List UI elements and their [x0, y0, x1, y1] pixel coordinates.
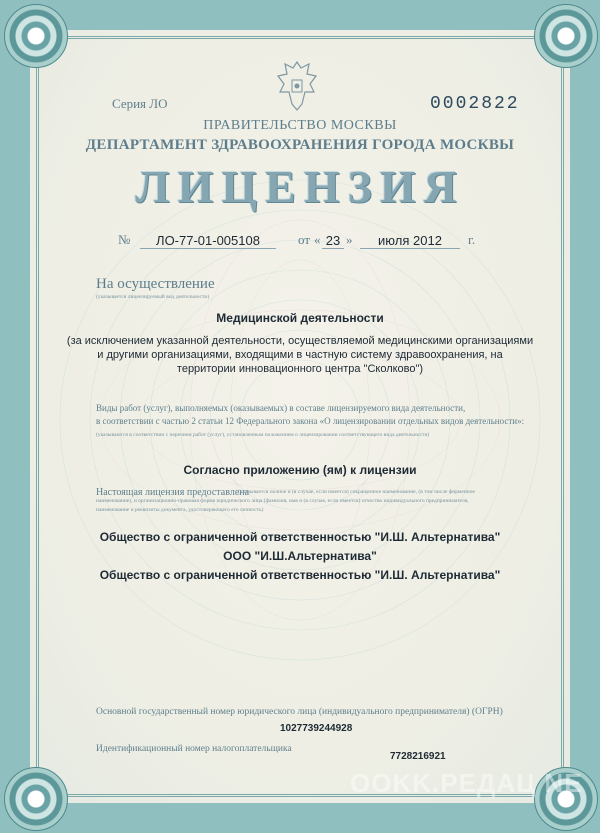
works-value: Согласно приложению (ям) к лицензии: [183, 463, 417, 477]
exception-line: территории инновационного центра "Сколково"): [176, 363, 424, 375]
inn-label: Идентификационный номер налогоплательщика: [96, 744, 292, 754]
license-month-year: июля 2012: [360, 233, 460, 249]
license-day: 23: [322, 233, 344, 249]
exception-line: и другими организациями, входящими в частную систему здравоохранения, на: [97, 349, 503, 361]
from-label: от: [298, 232, 311, 247]
holder-hint-line: наименование и реквизиты документа, удостоверяющего его личность): [96, 507, 264, 513]
open-quote: «: [314, 232, 321, 247]
license-number: ЛО-77-01-005108: [140, 233, 276, 249]
license-number-line: [118, 232, 130, 248]
document-title: ЛИЦЕНЗИЯ: [135, 161, 465, 212]
close-quote: »: [346, 232, 353, 247]
holder-full-name: Общество с ограниченной ответственностью "И.Ш. Альтернатива": [99, 530, 501, 544]
department-name: ДЕПАРТАМЕНТ ЗДРАВООХРАНЕНИЯ ГОРОДА МОСКВЫ: [85, 137, 515, 153]
holder-hint-line: (указывается полное и (в случае, если имеется) сокращенное наименование, (в том числе фирменное: [238, 489, 475, 495]
ogrn-label: Основной государственный номер юридического лица (индивидуального предпринимателя) (ОГРН): [96, 707, 503, 717]
activity-hint: (указывается лицензируемый вид деятельности): [96, 294, 210, 300]
corner-rosette-bottom-left: [4, 767, 68, 831]
corner-rosette-top-left: [4, 4, 68, 68]
series-label: Серия ЛО: [112, 96, 168, 111]
works-text: [96, 402, 536, 428]
works-hint: (указываются в соответствии с перечнем работ (услуг), установленным положением о лицензировании соответствующего вида деятельности): [96, 432, 430, 438]
activity-name: Медицинской деятельности: [216, 311, 384, 325]
holder-hint: [96, 488, 536, 515]
year-suffix: г.: [468, 232, 476, 247]
serial-number: 0002822: [430, 94, 520, 114]
holder-firm-name: Общество с ограниченной ответственностью "И.Ш. Альтернатива": [99, 568, 501, 582]
coat-of-arms-emblem-icon: [274, 58, 320, 114]
activity-exception: [60, 334, 540, 376]
activity-label: На осуществление: [96, 276, 215, 292]
works-line: в соответствии с частью 2 статьи 12 Федерального закона «О лицензировании отдельных видов деятельности»:: [96, 416, 525, 426]
watermark: OOKK.РЕДАЦ NE: [350, 768, 583, 798]
inn-value: 7728216921: [390, 751, 446, 762]
exception-line: (за исключением указанной деятельности, осуществляемой медицинскими организациями: [66, 335, 534, 347]
number-sign: №: [118, 232, 131, 247]
works-line: Виды работ (услуг), выполняемых (оказываемых) в составе лицензируемого вида деятельности,: [96, 403, 466, 413]
holder-hint-line: наименование), и организационно-правовая форма юридического лица (фамилия, имя и (в случае, если имеется) отчество индивидуального предпринимателя,: [96, 498, 469, 504]
holder-short-name: ООО "И.Ш.Альтернатива": [223, 549, 377, 563]
ogrn-value: 1027739244928: [280, 723, 353, 734]
holder-label: Настоящая лицензия предоставлена: [96, 487, 250, 498]
corner-rosette-top-right: [534, 4, 598, 68]
government-name: ПРАВИТЕЛЬСТВО МОСКВЫ: [203, 118, 397, 133]
